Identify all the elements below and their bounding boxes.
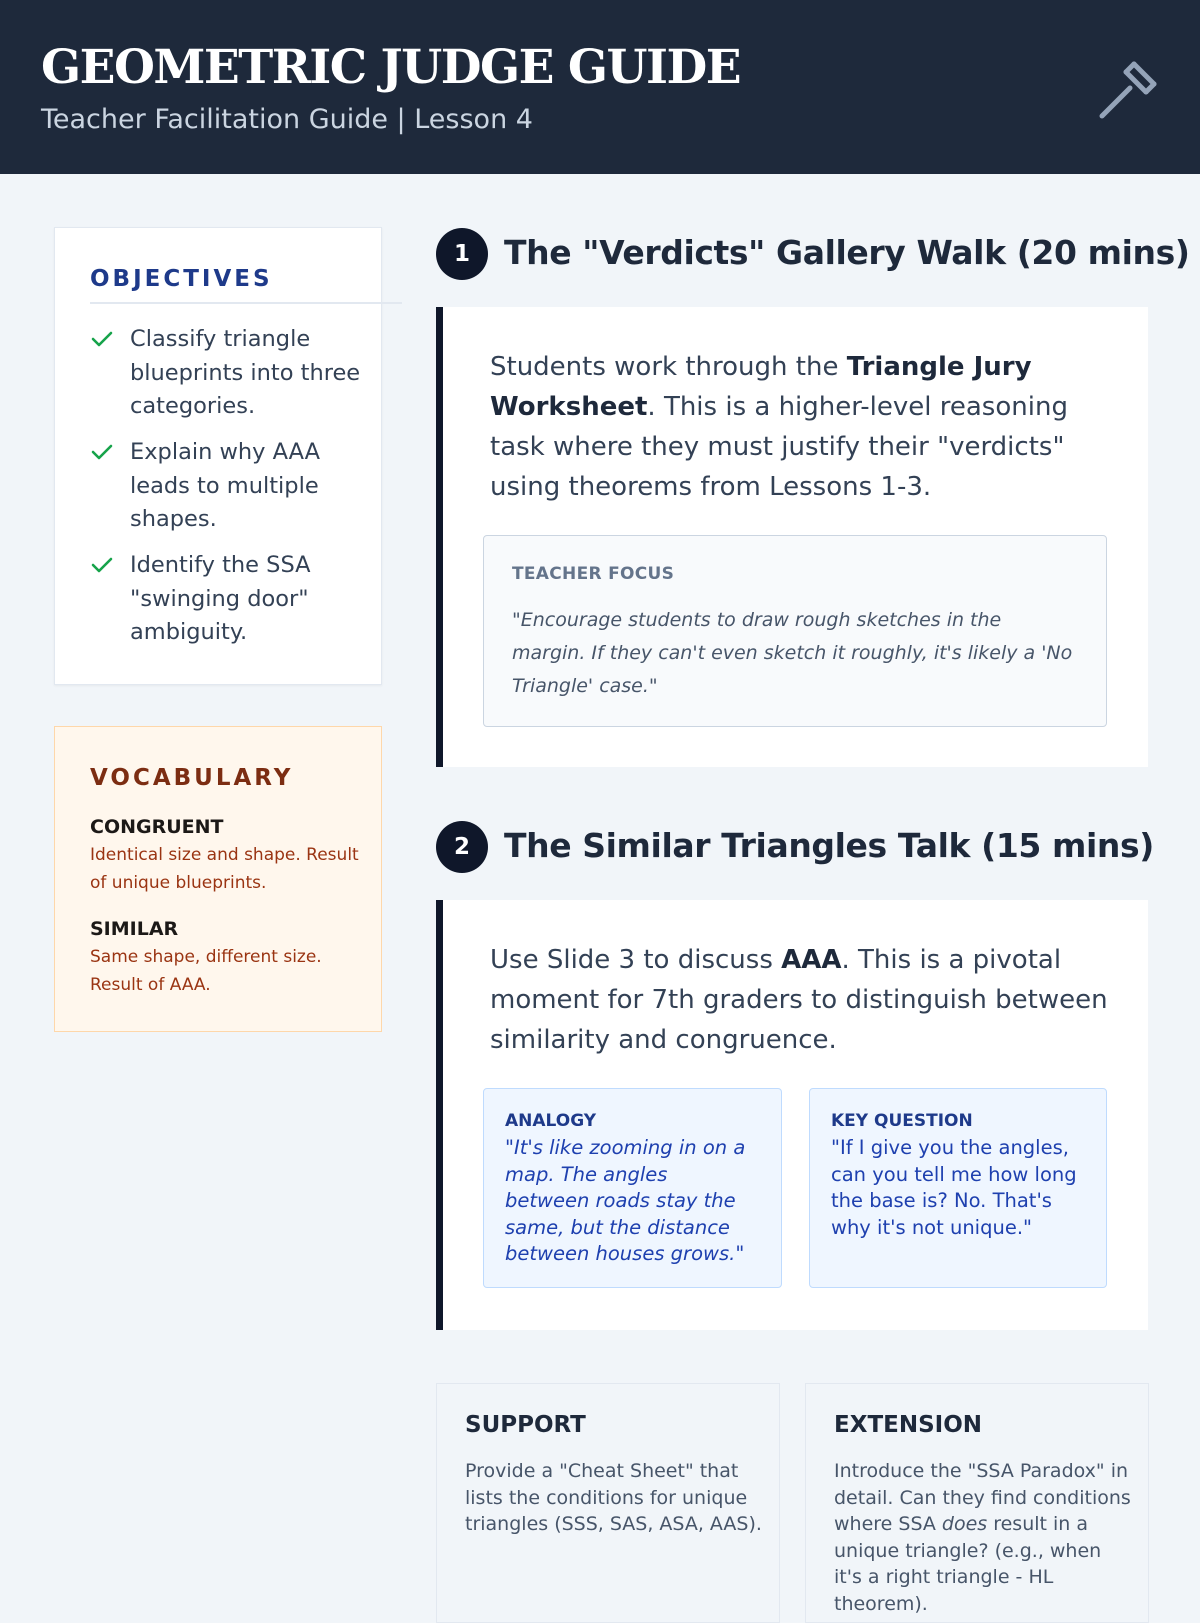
support-heading: SUPPORT (465, 1412, 586, 1438)
vocabulary-card (54, 726, 382, 1032)
check-icon (90, 553, 114, 577)
page-subtitle: Teacher Facilitation Guide | Lesson 4 (41, 104, 533, 135)
page-header (0, 0, 1200, 174)
teacher-focus-box (483, 535, 1107, 727)
gavel-icon (1090, 56, 1162, 128)
objective-text: Identify the SSA "swinging door" ambiguity. (130, 552, 311, 645)
teacher-focus-label: TEACHER FOCUS (512, 564, 675, 584)
extension-text: Introduce the "SSA Paradox" in detail. Can they find conditions where SSA does result in a unique triangle? (e.g., when it's a right triangle - HL theorem). (834, 1460, 1131, 1615)
objective-text: Explain why AAA leads to multiple shapes. (130, 439, 321, 532)
vocabulary-heading: VOCABULARY (90, 765, 294, 791)
key-question-text: "If I give you the angles, can you tell me how long the base is? No. That's why it's not unique." (831, 1136, 1077, 1239)
section-title: The Similar Triangles Talk (15 mins) (504, 826, 1154, 865)
support-text: Provide a "Cheat Sheet" that lists the conditions for unique triangles (SSS, SAS, ASA, AAS). (465, 1460, 762, 1535)
vocab-definition: Identical size and shape. Result of unique blueprints. (90, 845, 359, 893)
emphasis-text: does (941, 1513, 988, 1535)
section-title: The "Verdicts" Gallery Walk (20 mins) (504, 233, 1190, 272)
page-title: GEOMETRIC JUDGE GUIDE (41, 40, 741, 95)
objectives-card (54, 227, 382, 685)
worksheet-name: Triangle Jury Worksheet (490, 352, 1032, 422)
vocab-term: SIMILAR (90, 918, 179, 940)
aaa-term: AAA (781, 945, 842, 975)
check-icon (90, 440, 114, 464)
objective-text: Classify triangle blueprints into three categories. (130, 326, 361, 419)
section-body: Students work through the Triangle Jury Worksheet. This is a higher-level reasoning task where they must justify their "verdicts" using theorems from Lessons 1-3. (490, 352, 1068, 502)
objectives-divider (90, 302, 402, 304)
key-question-label: KEY QUESTION (831, 1111, 973, 1131)
vocab-term: CONGRUENT (90, 816, 224, 838)
analogy-label: ANALOGY (505, 1111, 597, 1131)
check-icon (90, 327, 114, 351)
step-number-badge: 1 (436, 228, 488, 280)
vocab-definition: Same shape, different size. Result of AAA. (90, 947, 322, 995)
extension-heading: EXTENSION (834, 1412, 983, 1438)
objectives-heading: OBJECTIVES (90, 266, 273, 292)
section-body: Use Slide 3 to discuss AAA. This is a pivotal moment for 7th graders to distinguish between similarity and congruence. (490, 945, 1108, 1055)
support-card (436, 1383, 780, 1623)
extension-card (805, 1383, 1149, 1623)
analogy-box (483, 1088, 782, 1288)
analogy-text: "It's like zooming in on a map. The angles between roads stay the same, but the distance between houses grows." (505, 1136, 746, 1265)
teacher-focus-quote: "Encourage students to draw rough sketches in the margin. If they can't even sketch it roughly, it's likely a 'No Triangle' case." (512, 609, 1073, 697)
key-question-box (809, 1088, 1107, 1288)
step-number-badge: 2 (436, 821, 488, 873)
